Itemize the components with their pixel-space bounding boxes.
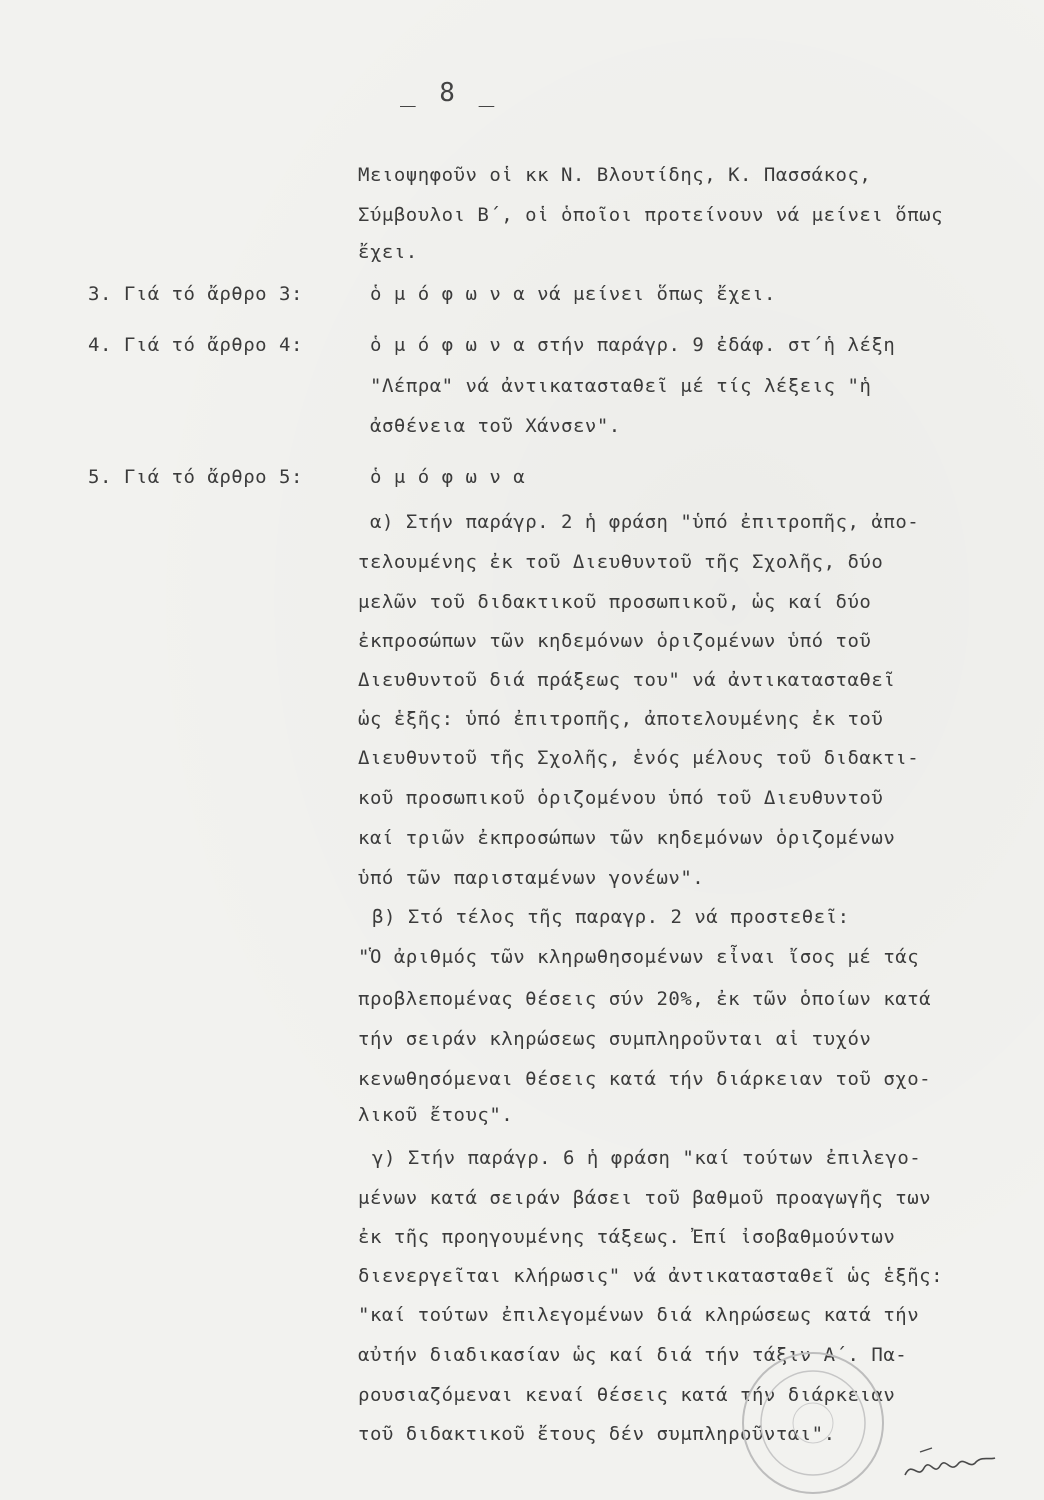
article-4-line-2: "Λέπρα" νά ἀντικατασταθεῖ μέ τίς λέξεις "ἡ — [370, 375, 872, 397]
handwritten-signature — [900, 1440, 1000, 1490]
article-5-line-23: αὐτήν διαδικασίαν ὡς καί διά τήν τάξιν Α΄. Πα- — [358, 1344, 908, 1366]
article-4-line-1: ὁ μ ό φ ω ν α στήν παράγρ. 9 ἐδάφ. στ΄ἡ λέξη — [370, 334, 896, 356]
intro-line-2: Σύμβουλοι Β΄, οἱ ὁποῖοι προτείνουν νά μείνει ὅπως — [358, 204, 944, 226]
article-5-line-17: λικοῦ ἔτους". — [358, 1104, 514, 1126]
article-5-line-18: γ) Στήν παράγρ. 6 ἡ φράση "καί τούτων ἐπιλεγο- — [372, 1147, 922, 1169]
article-5-line-15: τήν σειράν κληρώσεως συμπληροῦνται αἱ τυχόν — [358, 1028, 872, 1050]
article-5-label: 5. Γιά τό ἄρθρο 5: — [88, 466, 303, 488]
intro-line-3: ἔχει. — [358, 241, 418, 263]
article-5-line-3: τελουμένης ἐκ τοῦ Διευθυντοῦ τῆς Σχολῆς, δύο — [358, 551, 884, 573]
article-5-line-5: ἐκπροσώπων τῶν κηδεμόνων ὁριζομένων ὑπό τοῦ — [358, 630, 872, 652]
intro-line-1: Μειοψηφοῦν οἱ κκ Ν. Βλουτίδης, Κ. Πασσάκος, — [358, 164, 872, 186]
article-5-line-20: ἐκ τῆς προηγουμένης τάξεως. Ἐπί ἰσοβαθμούντων — [358, 1226, 896, 1248]
article-5-line-24: ρουσιαζόμεναι κεναί θέσεις κατά τήν διάρκειαν — [358, 1384, 896, 1406]
article-4-label: 4. Γιά τό ἄρθρο 4: — [88, 334, 303, 356]
article-5-line-13: "Ὁ ἀριθμός τῶν κληρωθησομένων εἶναι ἴσος μέ τάς — [358, 946, 920, 968]
article-3-label: 3. Γιά τό ἄρθρο 3: — [88, 283, 303, 305]
page-number: _ 8 _ — [400, 78, 499, 108]
article-5-line-6: Διευθυντοῦ διά πράξεως του" νά ἀντικατασταθεῖ — [358, 669, 896, 691]
article-5-line-12: β) Στό τέλος τῆς παραγρ. 2 νά προστεθεῖ: — [372, 906, 850, 928]
article-5-line-21: διενεργεῖται κλήρωσις" νά ἀντικατασταθεῖ ὡς ἑξῆς: — [358, 1265, 944, 1287]
article-5-line-11: ὑπό τῶν παρισταμένων γονέων". — [358, 867, 705, 889]
article-5-line-16: κενωθησόμεναι θέσεις κατά τήν διάρκειαν τοῦ σχο- — [358, 1068, 932, 1090]
article-5-line-4: μελῶν τοῦ διδακτικοῦ προσωπικοῦ, ὡς καί δύο — [358, 591, 872, 613]
article-5-line-7: ὡς ἑξῆς: ὑπό ἐπιτροπῆς, ἀποτελουμένης ἐκ τοῦ — [358, 708, 884, 730]
article-4-line-3: ἀσθένεια τοῦ Χάνσεν". — [370, 415, 621, 437]
article-5-line-19: μένων κατά σειράν βάσει τοῦ βαθμοῦ προαγωγῆς των — [358, 1187, 932, 1209]
article-5-line-1: ὁ μ ό φ ω ν α — [370, 466, 526, 488]
article-5-line-8: Διευθυντοῦ τῆς Σχολῆς, ἑνός μέλους τοῦ διδακτι- — [358, 747, 920, 769]
article-5-line-2: α) Στήν παράγρ. 2 ἡ φράση "ὑπό ἐπιτροπῆς, ἀπο- — [370, 511, 920, 533]
article-5-line-14: προβλεπομένας θέσεις σύν 20%, ἐκ τῶν ὁποίων κατά — [358, 988, 932, 1010]
article-5-line-22: "καί τούτων ἐπιλεγομένων διά κληρώσεως κατά τήν — [358, 1304, 920, 1326]
official-stamp — [738, 1348, 888, 1498]
article-5-line-10: καί τριῶν ἐκπροσώπων τῶν κηδεμόνων ὁριζομένων — [358, 827, 896, 849]
article-5-line-25: τοῦ διδακτικοῦ ἔτους δέν συμπληροῦνται". — [358, 1423, 836, 1445]
article-3-text: ὁ μ ό φ ω ν α νά μείνει ὅπως ἔχει. — [370, 283, 776, 305]
article-5-line-9: κοῦ προσωπικοῦ ὁριζομένου ὑπό τοῦ Διευθυντοῦ — [358, 787, 884, 809]
